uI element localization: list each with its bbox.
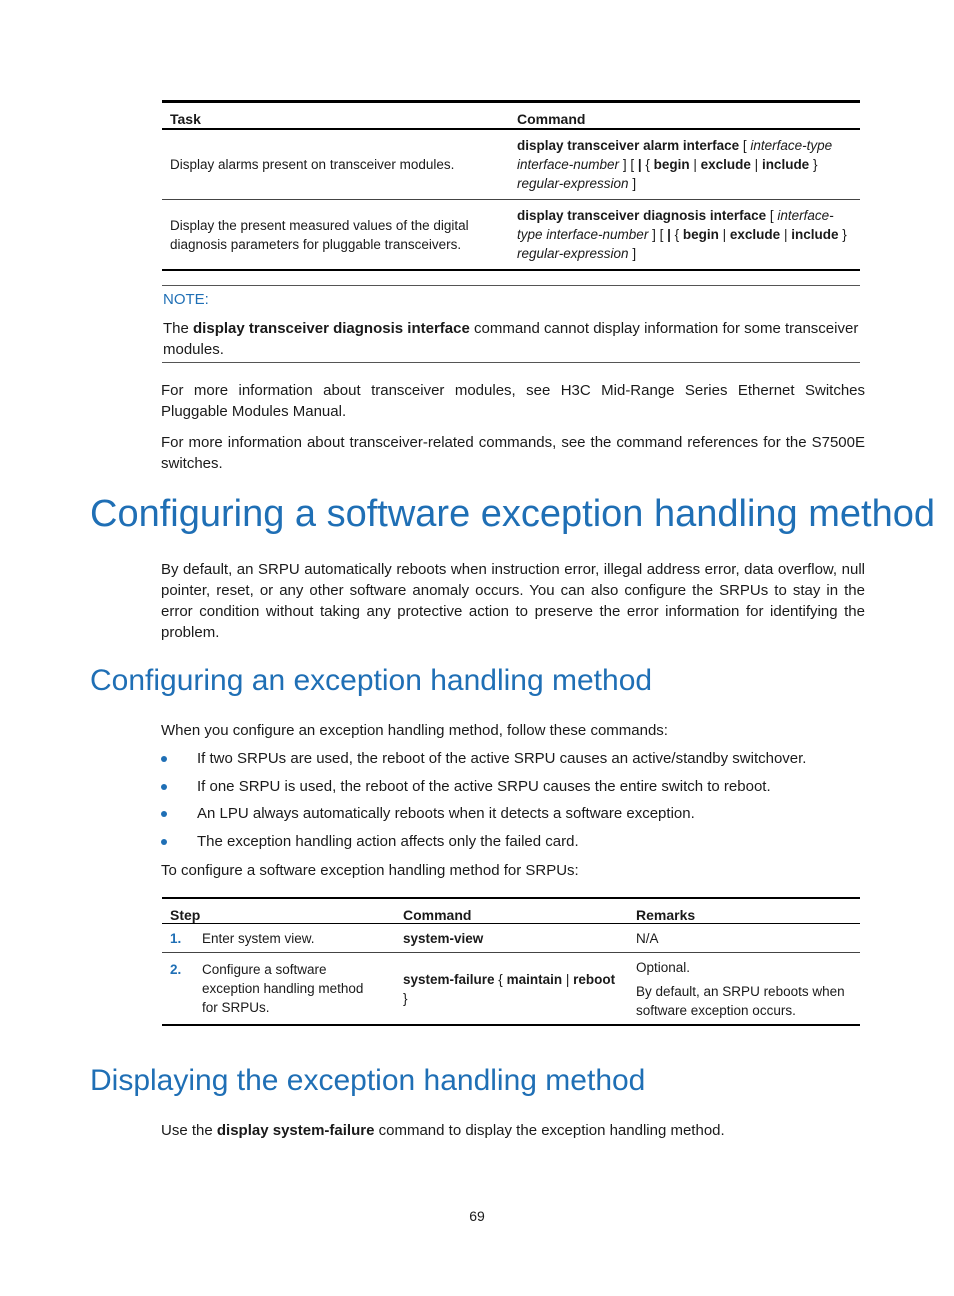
list-item [161,773,806,801]
list-item-text: The exception handling action affects only the failed card. [197,832,579,850]
table-row [162,953,860,1026]
step-cell [162,953,395,1026]
table-row [162,924,860,953]
list-item [161,800,806,828]
column-header-command: Command [395,898,628,924]
column-header-task: Task [162,102,509,130]
command-cell [395,953,628,1026]
command-syntax: | [718,227,730,242]
step-text: Enter system view. [202,930,315,946]
column-header-command: Command [509,102,860,130]
paragraph-intro: By default, an SRPU automatically reboots when instruction error, illegal address error, data overflow, null pointer, reset, or any other software anomaly occurs. You can also configure the SRPUs to stay in the error condition without taking any protective action to preserve the error information for identifying the problem. [161,561,865,641]
command-syntax: { [670,227,683,242]
command-syntax: | [689,157,701,172]
command-syntax: { [641,157,654,172]
command-keyword: | [667,227,671,242]
remark-text: N/A [636,930,659,946]
column-header-remarks: Remarks [628,898,860,924]
command-keyword: display transceiver alarm interface [517,138,740,153]
table-row [162,200,860,271]
command-syntax: } [403,990,408,1006]
bullet-list [161,745,806,855]
bullet-icon [161,784,167,790]
subsection-heading-displaying: Displaying the exception handling method [90,1064,646,1097]
command-syntax: } [809,157,818,172]
table-header-row [162,102,860,130]
paragraph-command-references: For more information about transceiver-related commands, see the command references for the S7500E switches. [161,434,865,472]
command-syntax: ] [ [648,227,668,242]
section-heading: Configuring a software exception handling method [90,493,935,535]
command-syntax: | [780,227,792,242]
step-text: Configure a software exception handling method for SRPUs. [202,962,364,1015]
step-number: 1. [170,930,182,946]
command-syntax: [ [766,208,778,223]
table-row [162,129,860,200]
exception-config-table [162,897,860,1026]
table-header-row [162,898,860,924]
display-command: display system-failure [216,1122,375,1139]
bullet-icon [161,811,167,817]
list-item-text: If two SRPUs are used, the reboot of the active SRPU causes an active/standby switchover. [197,750,807,767]
command-keyword: display transceiver diagnosis interface [517,208,767,223]
note-text-pre: The [163,320,194,337]
step-cell [162,924,395,953]
note-text-post: command cannot display information for some transceiver modules. [163,320,859,358]
command-keyword: include [791,227,839,242]
command-cell [395,924,628,953]
command-argument: regular-expression [517,176,629,191]
command-syntax: } [838,227,847,242]
list-item [161,745,806,773]
command-keyword: system-failure [403,971,495,987]
column-header-step: Step [162,898,395,924]
command-syntax: [ [739,138,751,153]
remarks-cell [628,953,860,1026]
remark-default: By default, an SRPU reboots when software exception occurs. [636,984,845,1018]
remark-optional: Optional. [636,960,691,975]
command-argument: interface-type interface-number [517,208,834,242]
paragraph-when: When you configure an exception handling method, follow these commands: [161,722,668,739]
command-keyword: exclude [729,227,781,242]
paragraph-modules-manual: For more information about transceiver modules, see H3C Mid-Range Series Ethernet Switches Pluggable Modules Manual. [161,382,865,420]
command-cell [509,200,860,271]
command-syntax: ] [628,176,637,191]
note-command: display transceiver diagnosis interface [193,320,470,337]
list-item-text: An LPU always automatically reboots when it detects a software exception. [197,805,695,822]
command-syntax: | [750,157,762,172]
page-number: 69 [469,1208,485,1224]
command-keyword: begin [682,227,719,242]
command-keyword: exclude [700,157,751,172]
list-item [161,828,806,856]
command-cell [509,129,860,200]
step-number: 2. [170,962,182,977]
note-text [163,318,863,360]
command-syntax: ] [628,246,637,261]
list-item-text: If one SRPU is used, the reboot of the active SRPU causes the entire switch to reboot. [197,777,771,795]
command-keyword: include [761,157,810,172]
command-keyword: maintain [506,971,563,987]
subsection-heading-configuring: Configuring an exception handling method [90,664,653,697]
command-argument: regular-expression [517,246,629,261]
task-cell: Display alarms present on transceiver modules. [162,129,509,200]
remarks-cell [628,924,860,953]
command-keyword: system-view [403,930,484,946]
note-label: NOTE: [163,291,209,308]
display-text-pre: Use the [161,1122,217,1139]
display-text-post: command to display the exception handling method. [374,1122,725,1139]
command-keyword: begin [653,157,690,172]
command-syntax: { [494,971,507,987]
command-syntax: | [562,971,574,987]
command-keyword: | [637,157,642,172]
task-cell: Display the present measured values of the digital diagnosis parameters for pluggable transceivers. [170,217,469,252]
bullet-icon [161,756,167,762]
command-keyword: reboot [573,971,616,987]
bullet-icon [161,839,167,845]
paragraph-to-configure: To configure a software exception handling method for SRPUs: [161,862,579,879]
command-argument: interface-type interface-number [517,138,833,172]
paragraph-display [161,1120,865,1141]
command-syntax: ] [ [619,157,638,172]
transceiver-command-table [162,100,860,271]
